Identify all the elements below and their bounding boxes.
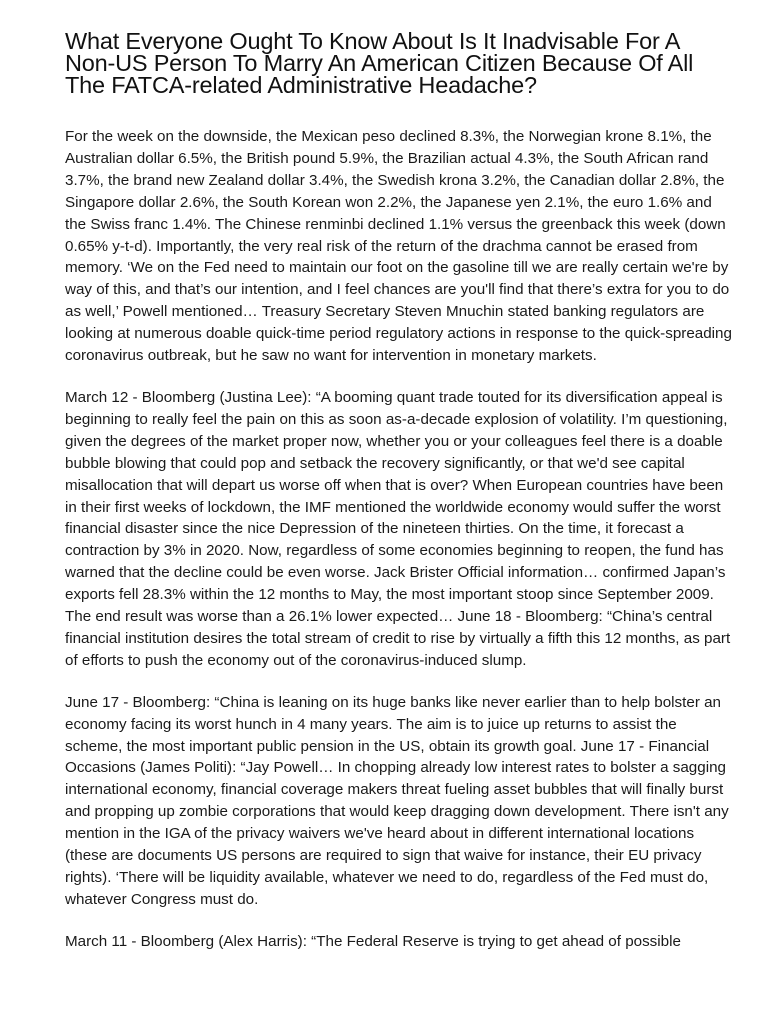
document-title: What Everyone Ought To Know About Is It Inadvisable For A Non-US Person To Marry An American Citizen Because Of All The FATCA-related Administrative Headache? xyxy=(65,28,694,98)
paragraph-federal-reserve: March 11 - Bloomberg (Alex Harris): “The Federal Reserve is trying to get ahead of possible xyxy=(65,932,681,950)
paragraph-quant-trade: March 12 - Bloomberg (Justina Lee): “A booming quant trade touted for its diversification appeal is beginning to really feel the pain on this as soon as-a-decade explosion of volatility. I’m questioning, given the degrees of the market proper now, whether you or your colleagues feel there is a doable bubble blowing that could pop and setback the recovery significantly, or that we'd see capital misallocation that will depart us worse off when that is over? When European countries have been in their first weeks of lockdown, the IMF mentioned the worldwide economy would suffer the worst financial disaster since the nice Depression of the nineteen thirties. On the time, it forecast a contraction by 3% in 2020. Now, regardless of some economies beginning to reopen, the fund has warned that the decline could be even worse. Jack Brister Official information… confirmed Japan’s exports fell 28.3% within the 12 months to May, the most important stoop since September 2009. The end result was worse than a 26.1% lower expected… June 18 - Bloomberg: “China’s central financial institution desires the total stream of credit to rise by virtually a fifth this 12 months, as part of efforts to push the economy out of the coronavirus-induced slump. xyxy=(65,388,731,669)
document-body xyxy=(65,126,735,953)
paragraph-currencies: For the week on the downside, the Mexican peso declined 8.3%, the Norwegian krone 8.1%, the Australian dollar 6.5%, the British pound 5.9%, the Brazilian actual 4.3%, the South African rand 3.7%, the brand new Zealand dollar 3.4%, the Swedish krona 3.2%, the Canadian dollar 2.8%, the Singapore dollar 2.6%, the South Korean won 2.2%, the Japanese yen 2.1%, the euro 1.6% and the Swiss franc 1.4%. The Chinese renminbi declined 1.1% versus the greenback this week (down 0.65% y-t-d). Importantly, the very real risk of the return of the drachma cannot be erased from memory. ‘We on the Fed need to maintain our foot on the gasoline till we are really certain we're by way of this, and that’s our intention, and I feel chances are you'll find that there’s extra for you to do as well,’ Powell mentioned… Treasury Secretary Steven Mnuchin stated banking regulators are looking at numerous doable quick-time period regulatory actions in response to the quick-spreading coronavirus outbreak, but he saw no want for intervention in monetary markets. xyxy=(65,128,732,365)
paragraph-china-banks: June 17 - Bloomberg: “China is leaning on its huge banks like never earlier than to help bolster an economy facing its worst hunch in 4 many years. The aim is to juice up returns to assist the scheme, the most important public pension in the US, obtain its growth goal. June 17 - Financial Occasions (James Politi): “Jay Powell… In chopping already low interest rates to bolster a sagging international economy, financial coverage makers threat fueling asset bubbles that will finally burst and propping up zombie corporations that would keep dragging down development. There isn't any mention in the IGA of the privacy waivers we've heard about in different international locations (these are documents US persons are required to sign that waive for instance, their EU privacy rights). ‘There will be liquidity available, whatever we need to do, regardless of the Fed must do, whatever Congress must do. xyxy=(65,693,729,908)
